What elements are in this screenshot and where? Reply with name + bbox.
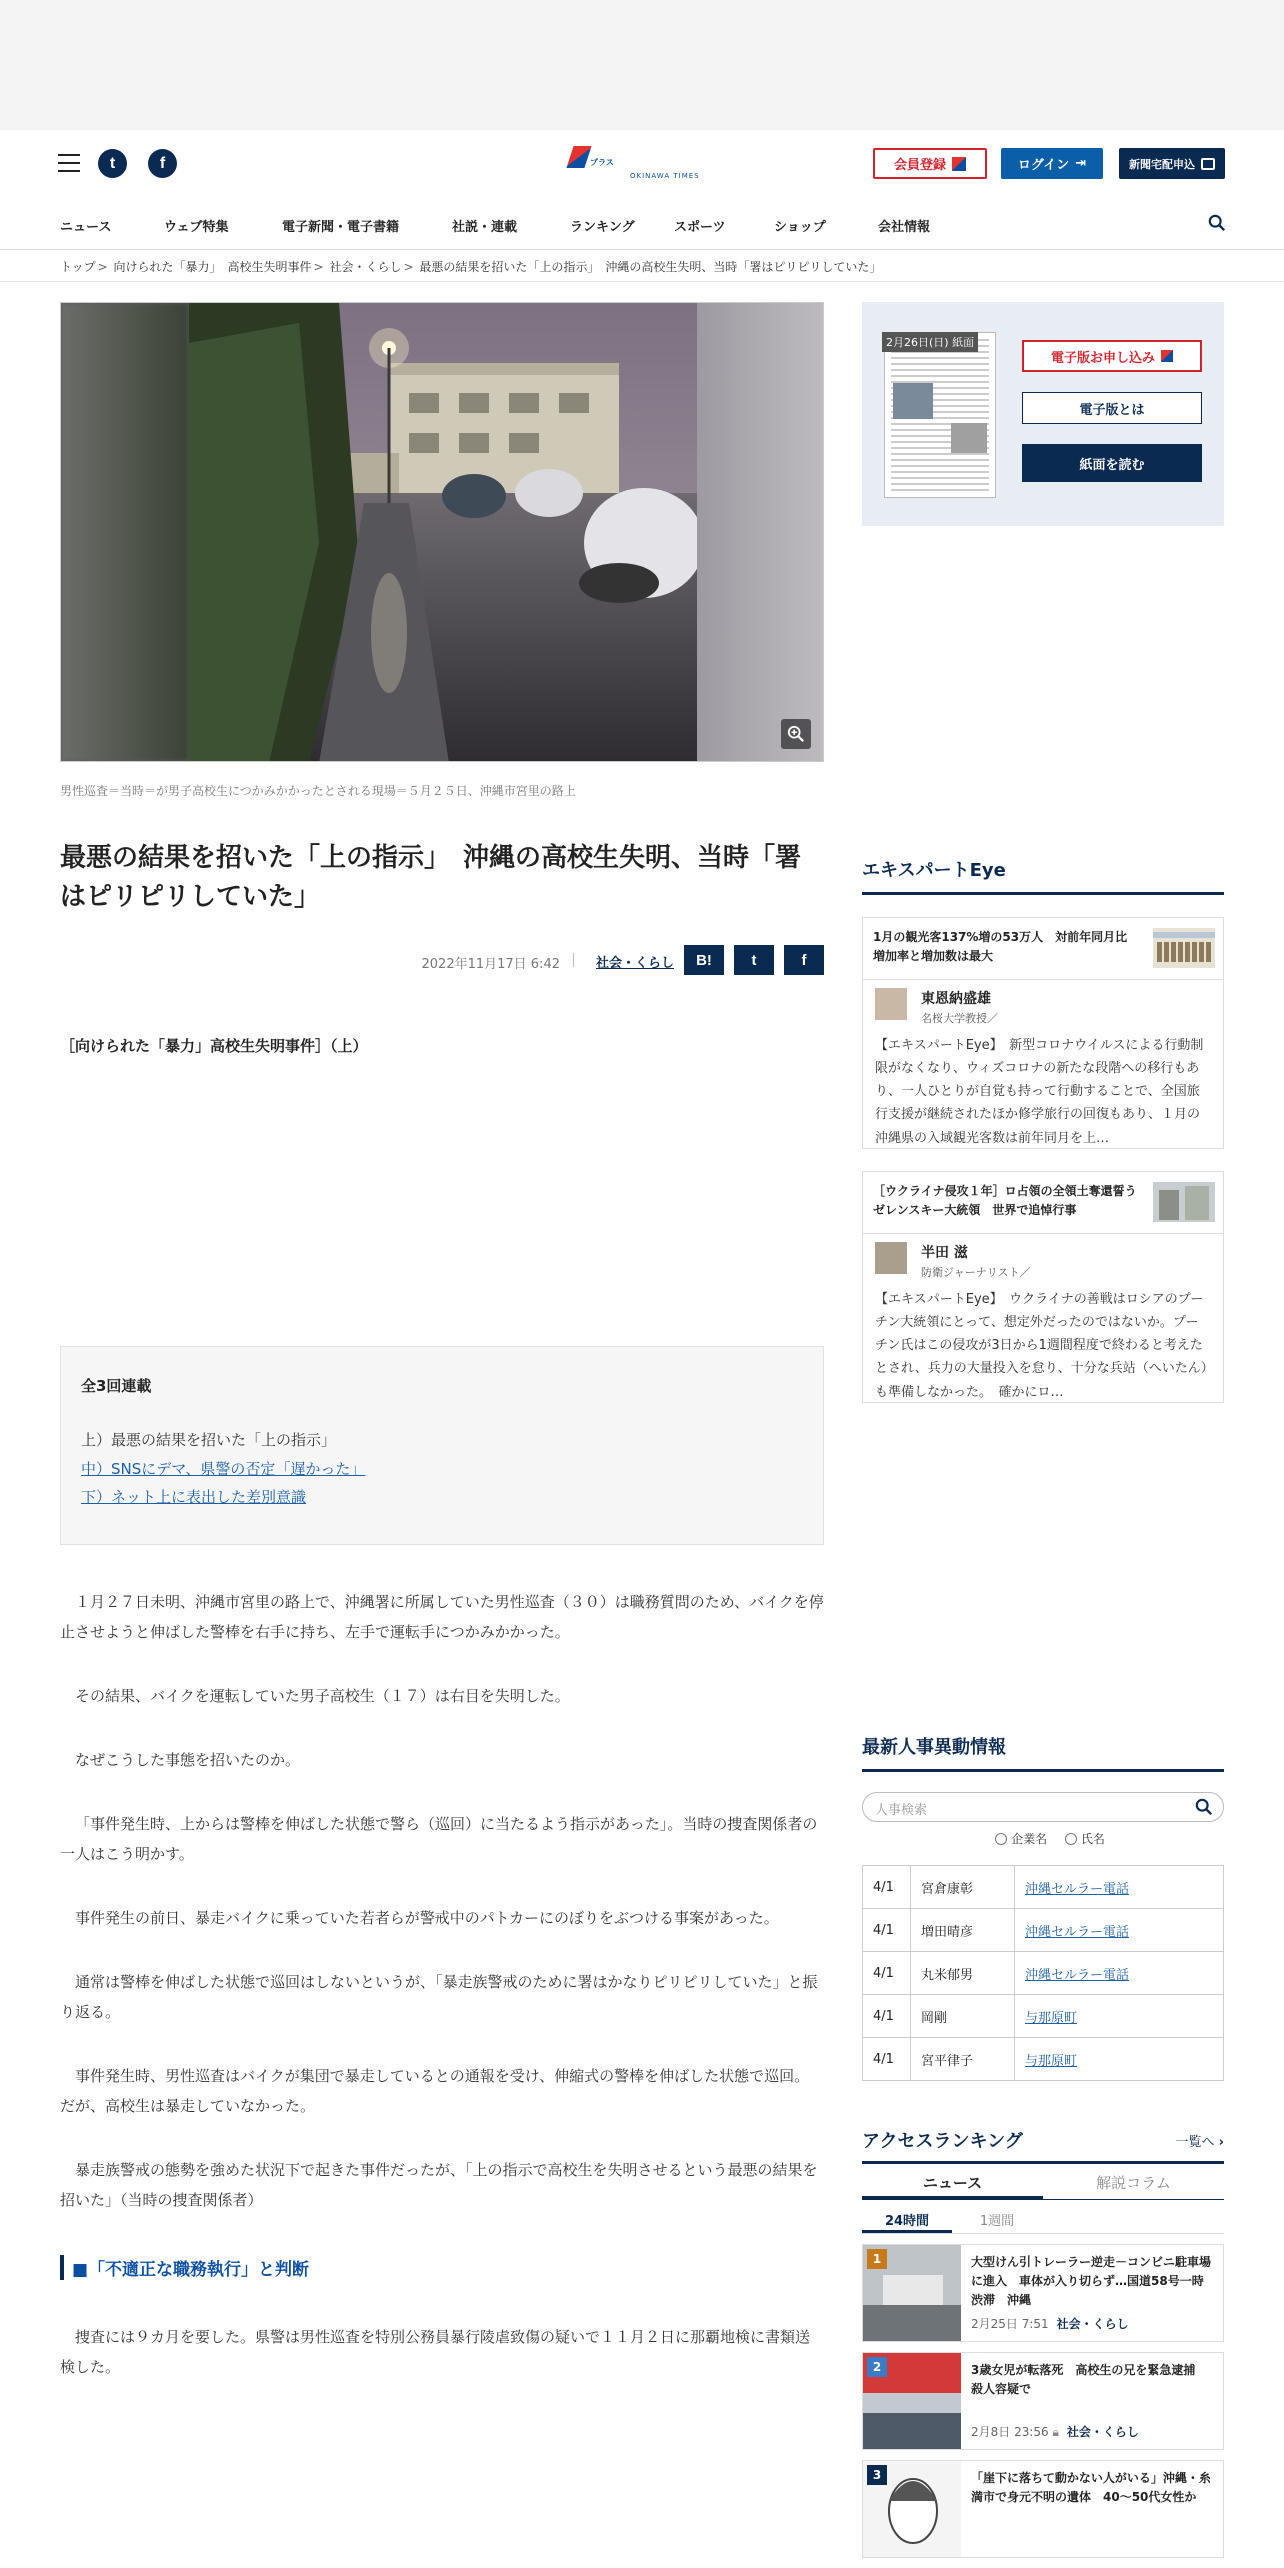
logo-sub: OKINAWA TIMES bbox=[630, 172, 700, 180]
login-button[interactable] bbox=[1001, 148, 1103, 179]
top-ad-area bbox=[0, 0, 1284, 130]
article-body-2 bbox=[60, 2322, 824, 2382]
zoom-in-icon[interactable] bbox=[781, 719, 811, 749]
expert-name: 東恩納盛雄 bbox=[921, 991, 991, 1007]
date-cell: 4/1 bbox=[863, 1866, 911, 1909]
table-row bbox=[863, 1909, 1224, 1952]
paragraph: １月２７日未明、沖縄市宮里の路上で、沖縄署に所属していた男性巡査（３０）は職務質問のため、バイクを停止させようと伸ばした警棒を右手に持ち、左手で運転手につかみかかった。 bbox=[60, 1592, 824, 1641]
paragraph: 「事件発生時、上からは警棒を伸ばした状態で警ら（巡回）に当たるよう指示があった」。当時の捜査関係者の一人はこう明かす。 bbox=[60, 1814, 818, 1863]
search-type-radios bbox=[862, 1830, 1224, 1847]
nav-item[interactable]: ニュース bbox=[60, 219, 112, 235]
expert-comment: 【エキスパートEye】 新型コロナウイルスによる行動制限がなくなり、ウィズコロナの新たな段階への移行もあり、一人ひとりが自覚も持って行動することで、全国旅行支援が継続されたほか修学旅行の回復もあり、１月の沖縄県の入域観光客数は前年同月を上… bbox=[875, 1038, 1204, 1146]
register-label: 会員登録 bbox=[893, 158, 946, 173]
paper-date-label: 2月26日(日) 紙面 bbox=[882, 332, 978, 352]
radio-name[interactable] bbox=[1065, 1833, 1077, 1845]
ranking-category: 社会・くらし bbox=[1056, 2317, 1129, 2331]
paragraph: その結果、バイクを運転していた男子高校生（１７）は右目を失明した。 bbox=[75, 1686, 570, 1705]
ranking-period-tabs bbox=[862, 2204, 1224, 2234]
facebook-icon[interactable]: f bbox=[148, 149, 177, 178]
search-icon[interactable] bbox=[1195, 1798, 1213, 1816]
paragraph: 暴走族警戒の態勢を強めた状況下で起きた事件だったが、「上の指示で高校生を失明させるという最悪の結果を招いた」（当時の捜査関係者） bbox=[60, 2160, 818, 2209]
e-paper-about-button[interactable]: 電子版とは bbox=[1022, 392, 1202, 424]
date-cell: 4/1 bbox=[863, 1995, 911, 2038]
person-name-cell: 増田晴彦 bbox=[911, 1909, 1015, 1952]
paragraph: なぜこうした事態を招いたのか。 bbox=[75, 1750, 301, 1769]
newspaper-icon bbox=[1201, 158, 1215, 170]
nav-item[interactable]: 会社情報 bbox=[878, 219, 931, 235]
rank-badge: 1 bbox=[867, 2249, 887, 2269]
expert-headline-text: ［ウクライナ侵攻１年］ロ占領の全領土奪還誓う ゼレンスキー大統領 世界で追悼行事 bbox=[873, 1184, 1149, 1218]
article-meta bbox=[60, 945, 824, 975]
expert-card[interactable] bbox=[862, 917, 1224, 1149]
tab-column[interactable]: 解説コラム bbox=[1096, 2174, 1171, 2192]
nav-item[interactable]: ウェブ特集 bbox=[164, 219, 229, 235]
series-box-title: 全3回連載 bbox=[81, 1377, 152, 1395]
ranking-item[interactable] bbox=[862, 2460, 1224, 2558]
breadcrumb-category[interactable]: 社会・くらし bbox=[329, 260, 402, 274]
article-main bbox=[60, 302, 824, 2382]
table-row bbox=[863, 1866, 1224, 1909]
company-link[interactable]: 与那原町 bbox=[1025, 2053, 1078, 2069]
read-paper-button[interactable]: 紙面を読む bbox=[1022, 444, 1202, 482]
paragraph: 通常は警棒を伸ばした状態で巡回はしないというが、「暴走族警戒のために署はかなりピリピリしていた」と振り返る。 bbox=[60, 1972, 818, 2021]
register-button[interactable] bbox=[873, 148, 987, 179]
login-label: ログイン bbox=[1017, 158, 1070, 173]
global-nav bbox=[0, 200, 1284, 250]
article-body bbox=[60, 1587, 824, 2215]
breadcrumb: トップ > 向けられた「暴力」 高校生失明事件 > 社会・くらし > 最悪の結果を招いた「上の指示」 沖縄の高校生失明、当時「署はピリピリしていた」 bbox=[0, 250, 1284, 282]
expert-headline-text: 1月の観光客137%増の53万人 対前年同月比 増加率と増加数は最大 bbox=[873, 930, 1140, 964]
newspaper-thumbnail[interactable] bbox=[884, 332, 996, 498]
ranking-date: 2月8日 23:56 bbox=[971, 2425, 1049, 2439]
nav-item[interactable]: 社説・連載 bbox=[452, 219, 518, 235]
ranking-tabs bbox=[862, 2164, 1224, 2200]
e-paper-apply-button[interactable] bbox=[1022, 340, 1202, 372]
company-link[interactable]: 沖縄セルラー電話 bbox=[1025, 1967, 1130, 1983]
nav-item[interactable]: 電子新聞・電子書籍 bbox=[282, 219, 400, 235]
expert-role: 名桜大学教授／ bbox=[921, 1012, 998, 1025]
ranking-title: 大型けん引トレーラー逆走－コンビニ駐車場に進入 車体が入り切らず…国道58号一時渋滞 沖縄 bbox=[971, 2255, 1212, 2308]
article-hero-image[interactable] bbox=[60, 302, 824, 762]
expert-card[interactable] bbox=[862, 1171, 1224, 1403]
person-name-cell: 宮平律子 bbox=[911, 2038, 1015, 2081]
expert-role: 防衛ジャーナリスト／ bbox=[921, 1266, 1031, 1279]
expert-card-headline[interactable] bbox=[863, 918, 1223, 980]
paper-label: 新聞宅配申込 bbox=[1129, 157, 1195, 171]
facebook-share-button[interactable]: f bbox=[784, 945, 824, 975]
company-cell bbox=[1015, 1866, 1224, 1909]
category-link[interactable]: 社会・くらし bbox=[595, 956, 674, 971]
site-header bbox=[0, 130, 1284, 200]
ranking-date: 2月25日 7:51 bbox=[971, 2317, 1049, 2331]
expert-thumbnail bbox=[1153, 928, 1215, 968]
company-cell bbox=[1015, 1909, 1224, 1952]
personnel-section bbox=[862, 1733, 1224, 2081]
rank-badge: 3 bbox=[867, 2465, 887, 2485]
ranking-meta bbox=[971, 2423, 1213, 2440]
radio-company-label: 企業名 bbox=[1011, 1832, 1048, 1846]
nav-item[interactable]: ランキング bbox=[570, 219, 635, 235]
breadcrumb-top[interactable]: トップ bbox=[60, 260, 96, 274]
expert-thumbnail bbox=[1153, 1182, 1215, 1222]
personnel-search-input[interactable] bbox=[862, 1792, 1224, 1822]
table-row bbox=[863, 1952, 1224, 1995]
more-label: 一覧へ bbox=[1175, 2134, 1215, 2150]
logo-plus: プラス bbox=[590, 158, 614, 167]
twitter-icon[interactable]: t bbox=[98, 149, 127, 178]
article-title: 最悪の結果を招いた「上の指示」 沖縄の高校生失明、当時「署はピリピリしていた」 bbox=[60, 843, 802, 912]
apply-label: 電子版お申し込み bbox=[1050, 350, 1155, 366]
paper-subscribe-button[interactable] bbox=[1119, 148, 1225, 179]
lock-icon: 🔒︎ bbox=[1052, 2425, 1059, 2439]
ranking-title: 「崖下に落ちて動かない人がいる」沖縄・糸満市で身元不明の遺体 40～50代女性か bbox=[971, 2471, 1211, 2505]
company-cell bbox=[1015, 1952, 1224, 1995]
person-name-cell: 丸米郁男 bbox=[911, 1952, 1015, 1995]
night-street-photo bbox=[189, 303, 697, 761]
series-label: ［向けられた「暴力」高校生失明事件］（上） bbox=[60, 1037, 368, 1055]
series-item-3-link[interactable]: 下）ネット上に表出した差別意識 bbox=[81, 1488, 307, 1506]
paragraph: 事件発生の前日、暴走バイクに乗っていた若者らが警戒中のパトカーにのぼりをぶつける事案があった。 bbox=[75, 1908, 779, 1927]
login-arrow-icon: ⇥ bbox=[1075, 156, 1087, 171]
publish-date: 2022年11月17日 6:42 bbox=[421, 957, 560, 972]
rank-badge: 2 bbox=[867, 2357, 887, 2377]
menu-icon[interactable] bbox=[58, 154, 80, 172]
tab-1week[interactable]: 1週間 bbox=[979, 2214, 1015, 2229]
person-name-cell: 岡剛 bbox=[911, 1995, 1015, 2038]
company-link[interactable]: 沖縄セルラー電話 bbox=[1025, 1881, 1130, 1897]
search-icon[interactable] bbox=[1208, 214, 1226, 232]
tab-news[interactable]: ニュース bbox=[862, 2164, 1043, 2199]
sidebar bbox=[862, 302, 1224, 2558]
ranking-category: 社会・くらし bbox=[1066, 2425, 1139, 2439]
ranking-header bbox=[862, 2127, 1224, 2164]
company-link[interactable]: 沖縄セルラー電話 bbox=[1025, 1924, 1130, 1940]
person-name-cell: 宮倉康彰 bbox=[911, 1866, 1015, 1909]
photo-caption: 男性巡査＝当時＝が男子高校生につかみかかったとされる現場＝５月２５日、沖縄市宮里の路上 bbox=[60, 784, 576, 798]
expert-name: 半田 滋 bbox=[921, 1245, 968, 1261]
expert-comment: 【エキスパートEye】 ウクライナの善戦はロシアのプーチン大統領にとって、想定外だったのではないか。プーチン氏はこの侵攻が3日から1週間程度で終わると考えたとされ、兵力の大量投入を怠り、十分な兵站（へいたん）も準備しなかった。 確かにロ… bbox=[875, 1292, 1208, 1400]
ranking-heading: アクセスランキング bbox=[862, 2131, 1023, 2152]
register-logo-icon bbox=[952, 157, 966, 171]
table-row bbox=[863, 1995, 1224, 2038]
ranking-more-link[interactable] bbox=[1175, 2131, 1224, 2150]
date-cell: 4/1 bbox=[863, 1909, 911, 1952]
expert-card-headline[interactable] bbox=[863, 1172, 1223, 1234]
breadcrumb-series[interactable]: 向けられた「暴力」 高校生失明事件 bbox=[113, 260, 312, 274]
personnel-table bbox=[862, 1865, 1224, 2081]
date-cell: 4/1 bbox=[863, 1952, 911, 1995]
inline-ad-area bbox=[60, 1056, 824, 1346]
date-cell: 4/1 bbox=[863, 2038, 911, 2081]
twitter-share-button[interactable]: t bbox=[734, 945, 774, 975]
paragraph: 捜査には９カ月を要した。県警は男性巡査を特別公務員暴行陵虐致傷の疑いで１１月２日に那覇地検に書類送検した。 bbox=[60, 2327, 811, 2376]
tab-24h[interactable]: 24時間 bbox=[862, 2204, 952, 2233]
breadcrumb-current: 最悪の結果を招いた「上の指示」 沖縄の高校生失明、当時「署はピリピリしていた」 bbox=[419, 260, 882, 274]
article-subhead: ■「不適正な職務執行」と判断 bbox=[60, 2255, 824, 2280]
hatena-share-button[interactable]: B! bbox=[684, 945, 724, 975]
nav-item[interactable]: ショップ bbox=[774, 219, 826, 235]
company-cell bbox=[1015, 2038, 1224, 2081]
ranking-item[interactable] bbox=[862, 2244, 1224, 2342]
expert-avatar bbox=[875, 1242, 907, 1274]
site-logo[interactable] bbox=[570, 146, 720, 184]
ranking-item[interactable] bbox=[862, 2352, 1224, 2450]
ranking-meta bbox=[971, 2315, 1213, 2332]
expert-avatar bbox=[875, 988, 907, 1020]
brand-mark-icon bbox=[1161, 350, 1173, 362]
table-row bbox=[863, 2038, 1224, 2081]
radio-name-label: 氏名 bbox=[1080, 1832, 1105, 1846]
logo-mark-icon bbox=[566, 146, 591, 168]
company-cell bbox=[1015, 1995, 1224, 2038]
nav-item[interactable]: スポーツ bbox=[674, 219, 726, 235]
series-box bbox=[60, 1346, 824, 1545]
paragraph: 事件発生時、男性巡査はバイクが集団で暴走しているとの通報を受け、伸縮式の警棒を伸ばした状態で巡回。だが、高校生は暴走していなかった。 bbox=[60, 2066, 810, 2115]
personnel-heading: 最新人事異動情報 bbox=[862, 1733, 1224, 1772]
chevron-right-icon: › bbox=[1218, 2134, 1224, 2150]
meta-divider bbox=[573, 953, 574, 967]
expert-person bbox=[863, 1234, 1223, 1284]
expert-eye-heading: エキスパートEye bbox=[862, 856, 1224, 895]
company-link[interactable]: 与那原町 bbox=[1025, 2010, 1078, 2026]
e-paper-box bbox=[862, 302, 1224, 526]
ranking-title: 3歳女児が転落死 高校生の兄を緊急逮捕 殺人容疑で bbox=[971, 2363, 1208, 2397]
ranking-section bbox=[862, 2127, 1224, 2558]
expert-person bbox=[863, 980, 1223, 1030]
personnel-search-placeholder: 人事検索 bbox=[875, 1803, 928, 1818]
series-item-2-link[interactable]: 中）SNSにデマ、県警の否定「遅かった」 bbox=[81, 1459, 366, 1478]
series-item-1: 上）最悪の結果を招いた「上の指示」 bbox=[81, 1431, 337, 1449]
radio-company[interactable] bbox=[995, 1833, 1007, 1845]
expert-eye-section bbox=[862, 856, 1224, 1403]
